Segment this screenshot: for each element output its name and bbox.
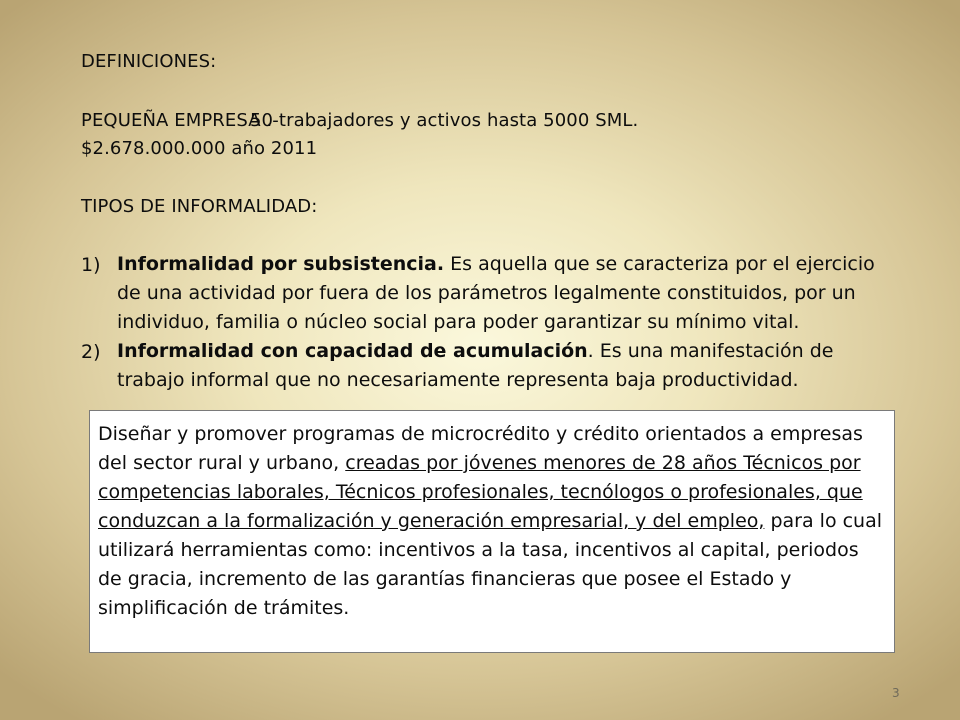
box-underlined-text: creadas por jóvenes menores de 28 años Técnicos por competencias laborales, Técnicos profesionales, tecnólogos o profesionales, que conduzcan a la formalización y generación empresarial, y del empleo, [98, 452, 863, 532]
small-business-amount: $2.678.000.000 año 2011 [81, 138, 318, 159]
list-item [117, 337, 887, 395]
box-intro-text: Diseñar y promover programas de microcrédito y crédito orientados a empresas del sector rural y urbano, [98, 423, 863, 474]
page-number: 3 [892, 686, 900, 700]
list-item-title: Informalidad por subsistencia. [117, 253, 445, 275]
informality-types-heading: TIPOS DE INFORMALIDAD: [81, 196, 318, 217]
list-item-number: 2) [81, 341, 101, 363]
small-business-definition: 50 trabajadores y activos hasta 5000 SML. [250, 110, 639, 131]
box-rest-text: para lo cual utilizará herramientas como: incentivos a la tasa, incentivos al capital, periodos de gracia, incremento de las garantías financieras que posee el Estado y simplificación de trámites. [98, 510, 883, 619]
list-item [117, 250, 887, 337]
list-item-description: . Es una manifestación de trabajo informal que no necesariamente representa baja productividad. [117, 340, 834, 391]
text-box-content [98, 420, 888, 623]
small-business-label: PEQUEÑA EMPRESA .- [81, 110, 279, 131]
definitions-heading: DEFINICIONES: [81, 51, 217, 72]
list-item-description: Es aquella que se caracteriza por el ejercicio de una actividad por fuera de los parámetros legalmente constituidos, por un individuo, familia o núcleo social para poder garantizar su mínimo vital. [117, 253, 875, 333]
list-item-title: Informalidad con capacidad de acumulación [117, 340, 588, 362]
text-box [89, 410, 895, 653]
list-item-number: 1) [81, 254, 101, 276]
